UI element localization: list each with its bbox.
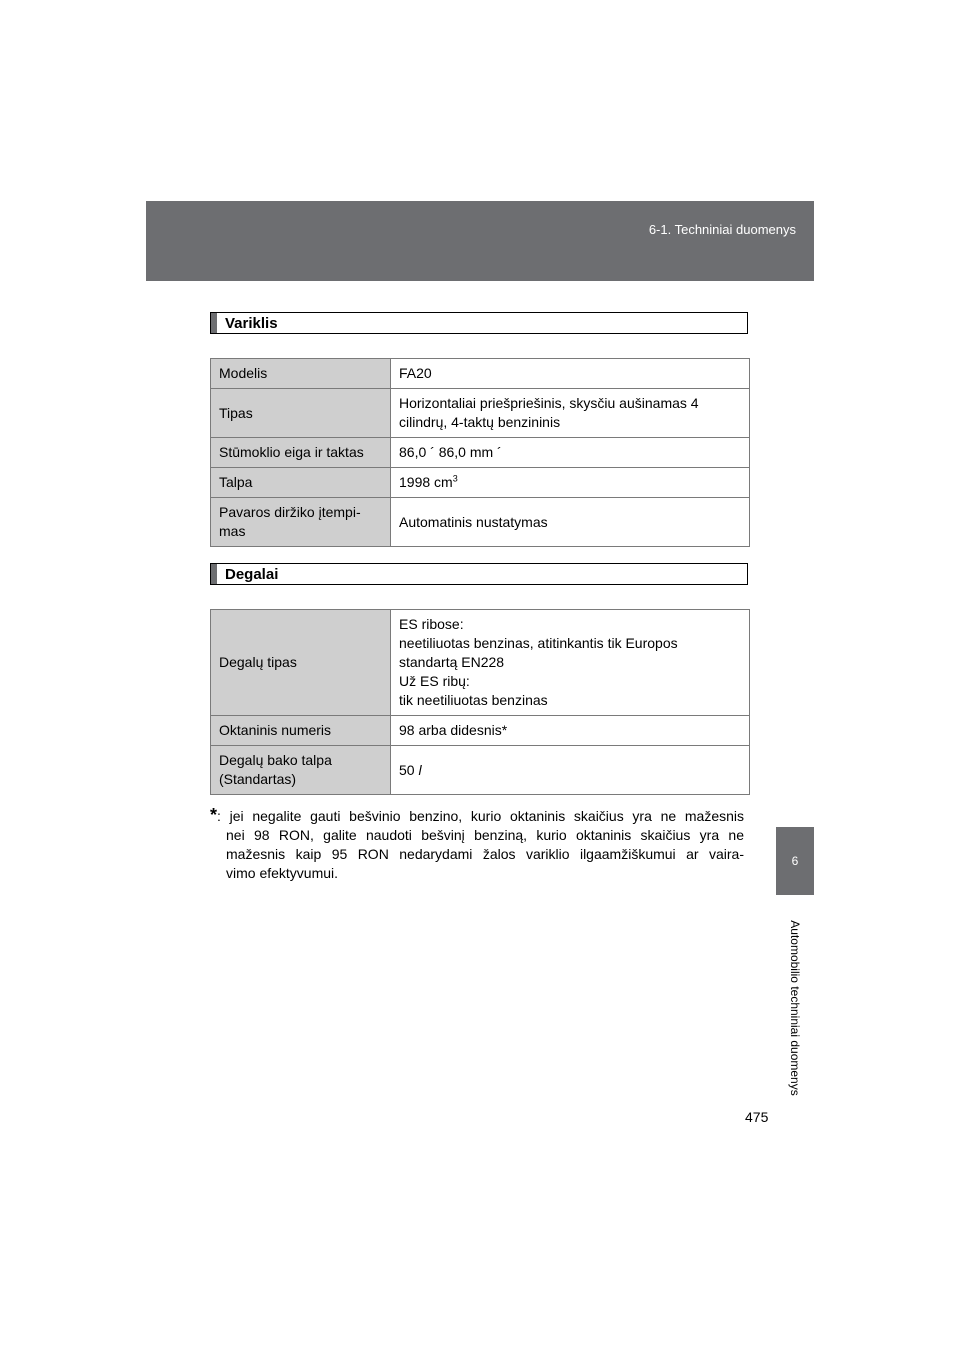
table-row [211, 468, 750, 498]
value-line: neetiliuotas benzinas, atitinkantis tik Europos [399, 635, 678, 651]
engine-table [210, 358, 750, 547]
table-row [211, 610, 750, 716]
label-line: mas [219, 523, 246, 539]
footnote-line: vimo efektyvumui. [226, 865, 339, 881]
label-line: Degalų bako talpa [219, 752, 332, 768]
row-label [211, 498, 391, 547]
chapter-side-title: Automobilio techniniai duomenys [788, 920, 802, 1096]
fuel-heading [210, 563, 748, 585]
table-row [211, 359, 750, 389]
header-band [146, 201, 814, 281]
chapter-number: 6 [791, 854, 799, 868]
value-line: tik neetiliuotas benzinas [399, 692, 548, 708]
footnote-line: mažesnis kaip 95 RON nedarydami žalos variklio ilgaamžiškumui ar vaira- [226, 846, 744, 862]
unit-text: l [418, 761, 422, 778]
row-value: 98 arba didesnis* [391, 716, 750, 746]
fuel-heading-text: Degalai [225, 565, 279, 583]
table-row [211, 438, 750, 468]
table-row [211, 389, 750, 438]
value-text: 50 [399, 761, 419, 778]
row-label: Degalų tipas [211, 610, 391, 716]
row-label: Talpa [211, 468, 391, 498]
row-value [391, 746, 750, 795]
row-value [391, 610, 750, 716]
table-row [211, 498, 750, 547]
row-value: Horizontaliai priešpriešinis, skysčiu aušinamas 4 cilindrų, 4-taktų benzininis [391, 389, 750, 438]
superscript: 3 [452, 473, 458, 484]
value-line: standartą EN228 [399, 654, 505, 670]
footnote-text: : jei negalite gauti bešvinio benzino, kurio oktaninis skaičius yra ne mažesnis [217, 808, 744, 824]
heading-bar [211, 313, 217, 333]
footnote-line: nei 98 RON, galite naudoti bešvinį benziną, kurio oktaninis skaičius yra ne [226, 827, 744, 843]
section-title: 6-1. Techniniai duomenys [648, 222, 796, 237]
row-label: Tipas [211, 389, 391, 438]
engine-heading-text: Variklis [225, 314, 278, 332]
row-value: FA20 [391, 359, 750, 389]
row-label [211, 746, 391, 795]
row-value: Automatinis nustatymas [391, 498, 750, 547]
footnote [210, 806, 744, 883]
fuel-table [210, 609, 750, 795]
label-line: Pavaros diržiko įtempi- [219, 504, 361, 520]
label-line: (Standartas) [219, 771, 297, 787]
engine-heading [210, 312, 748, 334]
chapter-tab [776, 827, 814, 895]
row-label: Stūmoklio eiga ir taktas [211, 438, 391, 468]
value-line: ES ribose: [399, 616, 464, 632]
value-line: Už ES ribų: [399, 673, 470, 689]
footnote-line [210, 806, 744, 826]
row-value: 86,0 ´ 86,0 mm ´ [391, 438, 750, 468]
row-label: Oktaninis numeris [211, 716, 391, 746]
row-value [391, 468, 750, 498]
table-row [211, 716, 750, 746]
heading-bar [211, 564, 217, 584]
value-text: 1998 cm [399, 474, 453, 490]
row-label: Modelis [211, 359, 391, 389]
table-row [211, 746, 750, 795]
footnote-marker: * [210, 805, 218, 825]
page-number: 475 [745, 1109, 769, 1125]
